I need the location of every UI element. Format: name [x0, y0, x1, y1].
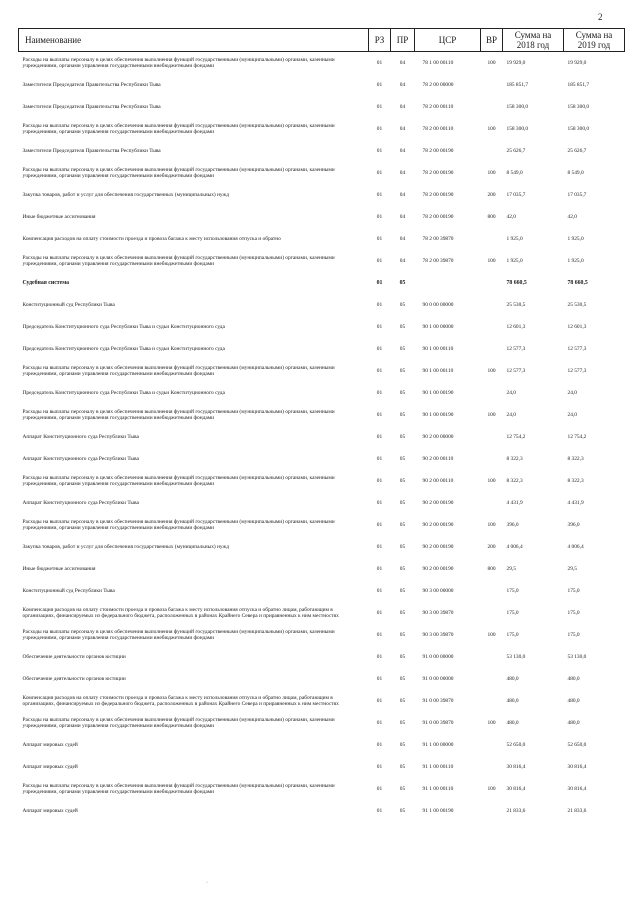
cell-rz: 01 — [376, 103, 383, 110]
cell-pr: 05 — [399, 301, 406, 308]
table-row — [19, 734, 625, 756]
cell-rz: 01 — [376, 81, 383, 88]
cell-name: Заместители Председателя Правительства Республики Тыва — [22, 103, 161, 110]
cell-rz: 01 — [376, 609, 383, 616]
cell-sum-2018: 25 626,7 — [506, 147, 526, 154]
cell-vr: 100 — [487, 719, 496, 726]
cell-sum-2018: 8 322,3 — [506, 477, 523, 484]
cell-sum-2019: 12 754,2 — [567, 433, 587, 440]
cell-vr: 100 — [487, 257, 496, 264]
cell-name: Председатель Конституционного суда Республики Тыва и судьи Конституционного суда — [22, 345, 225, 352]
header-sum-2018: Сумма на 2018 год — [503, 29, 564, 52]
cell-pr: 04 — [399, 235, 406, 242]
cell-csr: 90 2 00 00190 — [422, 521, 454, 528]
cell-sum-2018: 53 130,0 — [506, 653, 526, 660]
cell-name: Иные бюджетные ассигнования — [22, 213, 96, 220]
cell-csr: 91 1 00 00110 — [422, 785, 454, 792]
cell-sum-2019: 480,0 — [567, 675, 580, 682]
cell-pr: 05 — [399, 477, 406, 484]
cell-pr: 04 — [399, 81, 406, 88]
table-body — [19, 52, 625, 823]
cell-pr: 05 — [399, 323, 406, 330]
cell-csr: 91 0 00 39870 — [422, 697, 454, 704]
cell-vr — [481, 690, 503, 712]
cell-sum-2019: 19 929,0 — [567, 59, 587, 66]
cell-sum-2018: 1 925,0 — [506, 257, 523, 264]
cell-pr: 05 — [399, 807, 406, 814]
cell-pr: 04 — [399, 103, 406, 110]
page-number: 2 — [598, 12, 603, 22]
cell-csr: 78 2 00 39870 — [422, 235, 454, 242]
cell-sum-2018: 175,0 — [506, 631, 519, 638]
cell-name: Конституционный суд Республики Тыва — [22, 301, 115, 308]
cell-pr: 04 — [399, 147, 406, 154]
cell-csr: 91 1 00 00190 — [422, 807, 454, 814]
cell-sum-2019: 1 925,0 — [567, 257, 584, 264]
cell-csr: 78 2 00 00110 — [422, 103, 454, 110]
cell-rz: 01 — [376, 147, 383, 154]
cell-csr: 78 2 00 00190 — [422, 213, 454, 220]
cell-sum-2019: 12 577,3 — [567, 345, 587, 352]
cell-vr — [481, 668, 503, 690]
cell-pr: 05 — [399, 741, 406, 748]
table-row — [19, 470, 625, 492]
cell-vr: 800 — [487, 213, 496, 220]
cell-name: Расходы на выплаты персоналу в целях обеспечения выполнения функций государственными (муниципальными) органами, казенными учреждениями, органами управления государственными внебюджетными фондами — [22, 254, 335, 267]
cell-vr — [481, 338, 503, 360]
cell-sum-2018: 25 530,5 — [506, 301, 526, 308]
cell-rz: 01 — [376, 477, 383, 484]
cell-pr: 05 — [399, 411, 406, 418]
cell-rz: 01 — [376, 169, 383, 176]
cell-sum-2018: 29,5 — [506, 565, 516, 572]
cell-sum-2018: 78 660,5 — [506, 279, 527, 286]
cell-rz: 01 — [376, 675, 383, 682]
cell-name: Расходы на выплаты персоналу в целях обеспечения выполнения функций государственными (муниципальными) органами, казенными учреждениями, органами управления государственными внебюджетными фондами — [22, 56, 335, 69]
cell-pr: 05 — [399, 675, 406, 682]
cell-rz: 01 — [376, 235, 383, 242]
cell-name: Аппарат мировых судей — [22, 807, 78, 814]
cell-name: Расходы на выплаты персоналу в целях обеспечения выполнения функций государственными (муниципальными) органами, казенными учреждениями, органами управления государственными внебюджетными фондами — [22, 782, 335, 795]
cell-sum-2018: 396,0 — [506, 521, 519, 528]
cell-vr: 800 — [487, 565, 496, 572]
cell-vr — [481, 734, 503, 756]
cell-csr: 90 1 00 00110 — [422, 345, 454, 352]
cell-sum-2018: 175,0 — [506, 609, 519, 616]
cell-rz: 01 — [376, 433, 383, 440]
cell-vr — [481, 96, 503, 118]
table-row — [19, 404, 625, 426]
cell-rz: 01 — [376, 389, 383, 396]
cell-rz: 01 — [376, 345, 383, 352]
table-row — [19, 118, 625, 140]
cell-name: Расходы на выплаты персоналу в целях обеспечения выполнения функций государственными (муниципальными) органами, казенными учреждениями, органами управления государственными внебюджетными фондами — [22, 166, 335, 179]
table-row — [19, 558, 625, 580]
cell-sum-2018: 8 322,3 — [506, 455, 523, 462]
table-row — [19, 756, 625, 778]
cell-csr: 91 0 00 00000 — [422, 675, 454, 682]
cell-sum-2019: 8 322,3 — [567, 477, 584, 484]
cell-csr: 90 1 00 00190 — [422, 411, 454, 418]
cell-pr: 05 — [399, 455, 406, 462]
cell-csr: 78 1 00 00110 — [422, 59, 454, 66]
table-row — [19, 580, 625, 602]
cell-sum-2018: 52 650,0 — [506, 741, 526, 748]
cell-csr: 90 1 00 00000 — [422, 323, 454, 330]
cell-csr: 78 2 00 00190 — [422, 147, 454, 154]
table-row — [19, 316, 625, 338]
cell-csr: 90 2 00 00110 — [422, 455, 454, 462]
cell-sum-2019: 21 833,6 — [567, 807, 587, 814]
cell-vr: 100 — [487, 59, 496, 66]
header-rz: РЗ — [369, 29, 391, 52]
cell-name: Председатель Конституционного суда Республики Тыва и судьи Конституционного суда — [22, 389, 225, 396]
header-sum-2019: Сумма на 2019 год — [564, 29, 625, 52]
cell-rz: 01 — [376, 411, 383, 418]
cell-sum-2018: 4 431,9 — [506, 499, 523, 506]
cell-pr: 05 — [399, 389, 406, 396]
cell-pr: 05 — [399, 279, 406, 286]
cell-pr: 05 — [399, 697, 406, 704]
cell-vr — [481, 800, 503, 822]
table-row — [19, 690, 625, 712]
cell-pr: 05 — [399, 763, 406, 770]
table-row — [19, 624, 625, 646]
table-row — [19, 448, 625, 470]
cell-csr: 78 2 00 00190 — [422, 169, 454, 176]
cell-csr: 90 2 00 00190 — [422, 499, 454, 506]
table-row — [19, 360, 625, 382]
cell-sum-2018: 4 006,4 — [506, 543, 523, 550]
cell-pr: 04 — [399, 213, 406, 220]
cell-sum-2019: 25 626,7 — [567, 147, 587, 154]
cell-vr: 100 — [487, 521, 496, 528]
table-row — [19, 184, 625, 206]
cell-csr: 90 0 00 00000 — [422, 301, 454, 308]
page-footer-mark: · — [206, 880, 208, 886]
table-row — [19, 162, 625, 184]
cell-rz: 01 — [376, 521, 383, 528]
cell-sum-2018: 21 833,6 — [506, 807, 526, 814]
cell-vr: 100 — [487, 477, 496, 484]
cell-name: Конституционный суд Республики Тыва — [22, 587, 115, 594]
cell-sum-2018: 185 851,7 — [506, 81, 529, 88]
cell-vr: 200 — [487, 543, 496, 550]
cell-csr: 91 0 00 39870 — [422, 719, 454, 726]
cell-sum-2018: 480,0 — [506, 675, 519, 682]
cell-sum-2019: 78 660,5 — [567, 279, 588, 286]
cell-sum-2019: 25 530,5 — [567, 301, 587, 308]
cell-pr: 05 — [399, 543, 406, 550]
cell-sum-2019: 8 549,0 — [567, 169, 584, 176]
cell-vr: 100 — [487, 411, 496, 418]
cell-rz: 01 — [376, 697, 383, 704]
cell-rz: 01 — [376, 125, 383, 132]
cell-csr: 90 3 00 00000 — [422, 587, 454, 594]
cell-name: Судебная система — [22, 279, 70, 286]
table-row — [19, 668, 625, 690]
cell-sum-2018: 30 816,4 — [506, 763, 526, 770]
cell-vr — [481, 316, 503, 338]
cell-sum-2018: 24,0 — [506, 411, 516, 418]
cell-sum-2019: 175,0 — [567, 631, 580, 638]
cell-sum-2019: 42,0 — [567, 213, 577, 220]
cell-pr: 05 — [399, 367, 406, 374]
cell-pr: 05 — [399, 719, 406, 726]
cell-csr: 90 2 00 00190 — [422, 543, 454, 550]
cell-name: Расходы на выплаты персоналу в целях обеспечения выполнения функций государственными (муниципальными) органами, казенными учреждениями, органами управления государственными внебюджетными фондами — [22, 364, 335, 377]
cell-sum-2019: 396,0 — [567, 521, 580, 528]
cell-pr: 05 — [399, 653, 406, 660]
cell-csr: 90 2 00 00190 — [422, 565, 454, 572]
cell-sum-2018: 158 300,0 — [506, 125, 529, 132]
table-row — [19, 338, 625, 360]
cell-name: Заместители Председателя Правительства Республики Тыва — [22, 81, 161, 88]
cell-sum-2019: 8 322,3 — [567, 455, 584, 462]
table-header-row — [19, 29, 625, 52]
cell-sum-2019: 30 816,4 — [567, 763, 587, 770]
header-csr: ЦСР — [415, 29, 481, 52]
cell-pr: 04 — [399, 257, 406, 264]
header-vr: ВР — [481, 29, 503, 52]
cell-sum-2019: 185 851,7 — [567, 81, 590, 88]
cell-name: Компенсация расходов на оплату стоимости проезда и провоза багажа к месту использования отпуска и обратно лицам, работающим в организациях, финансируемых из федерального бюджета, расположенных в районах Крайнего Севера и приравненных к ним местностях — [22, 694, 339, 707]
cell-sum-2018: 42,0 — [506, 213, 516, 220]
cell-vr — [481, 228, 503, 250]
cell-pr: 04 — [399, 59, 406, 66]
cell-rz: 01 — [376, 499, 383, 506]
cell-sum-2018: 12 577,3 — [506, 367, 526, 374]
cell-sum-2018: 12 577,3 — [506, 345, 526, 352]
table-row — [19, 228, 625, 250]
cell-name: Расходы на выплаты персоналу в целях обеспечения выполнения функций государственными (муниципальными) органами, казенными учреждениями, органами управления государственными внебюджетными фондами — [22, 408, 335, 421]
cell-vr — [481, 382, 503, 404]
cell-pr: 04 — [399, 169, 406, 176]
table-row — [19, 206, 625, 228]
cell-csr — [415, 272, 481, 294]
cell-sum-2019: 4 006,4 — [567, 543, 584, 550]
budget-table — [18, 28, 625, 822]
cell-vr — [481, 448, 503, 470]
cell-name: Расходы на выплаты персоналу в целях обеспечения выполнения функций государственными (муниципальными) органами, казенными учреждениями, органами управления государственными внебюджетными фондами — [22, 716, 335, 729]
cell-name: Заместители Председателя Правительства Республики Тыва — [22, 147, 161, 154]
cell-sum-2018: 30 816,4 — [506, 785, 526, 792]
cell-pr: 05 — [399, 499, 406, 506]
cell-sum-2018: 175,0 — [506, 587, 519, 594]
table-row — [19, 250, 625, 272]
cell-sum-2019: 12 577,3 — [567, 367, 587, 374]
table-row — [19, 96, 625, 118]
cell-vr — [481, 294, 503, 316]
cell-pr: 04 — [399, 125, 406, 132]
cell-rz: 01 — [376, 763, 383, 770]
cell-csr: 90 1 00 00110 — [422, 367, 454, 374]
cell-pr: 05 — [399, 631, 406, 638]
cell-name: Расходы на выплаты персоналу в целях обеспечения выполнения функций государственными (муниципальными) органами, казенными учреждениями, органами управления государственными внебюджетными фондами — [22, 474, 335, 487]
cell-sum-2018: 8 549,0 — [506, 169, 523, 176]
table-row — [19, 74, 625, 96]
cell-csr: 90 2 00 00000 — [422, 433, 454, 440]
table-row — [19, 602, 625, 624]
cell-pr: 05 — [399, 521, 406, 528]
cell-pr: 05 — [399, 345, 406, 352]
table-row — [19, 800, 625, 822]
cell-sum-2019: 29,5 — [567, 565, 577, 572]
cell-sum-2019: 175,0 — [567, 587, 580, 594]
cell-name: Аппарат мировых судей — [22, 763, 78, 770]
cell-name: Аппарат Конституционного суда Республики Тыва — [22, 433, 139, 440]
cell-name: Компенсация расходов на оплату стоимости проезда и провоза багажа к месту использования отпуска и обратно лицам, работающим в организациях, финансируемых из федерального бюджета, расположенных в районах Крайнего Севера и приравненных к ним местностях — [22, 606, 339, 619]
cell-rz: 01 — [376, 565, 383, 572]
cell-name: Аппарат Конституционного суда Республики Тыва — [22, 455, 139, 462]
cell-sum-2018: 12 754,2 — [506, 433, 526, 440]
cell-rz: 01 — [376, 653, 383, 660]
cell-sum-2019: 53 130,0 — [567, 653, 587, 660]
cell-pr: 05 — [399, 609, 406, 616]
cell-vr — [481, 272, 503, 294]
cell-rz: 01 — [376, 323, 383, 330]
cell-pr: 04 — [399, 191, 406, 198]
cell-rz: 01 — [376, 279, 383, 286]
cell-pr: 05 — [399, 565, 406, 572]
cell-vr — [481, 492, 503, 514]
cell-csr: 91 0 00 00000 — [422, 653, 454, 660]
cell-csr: 78 2 00 00190 — [422, 191, 454, 198]
cell-sum-2019: 158 300,0 — [567, 125, 590, 132]
table-row — [19, 294, 625, 316]
cell-csr: 90 3 00 39870 — [422, 631, 454, 638]
cell-rz: 01 — [376, 741, 383, 748]
cell-sum-2019: 17 035,7 — [567, 191, 587, 198]
cell-sum-2019: 30 816,4 — [567, 785, 587, 792]
cell-vr — [481, 756, 503, 778]
cell-csr: 90 3 00 39870 — [422, 609, 454, 616]
cell-rz: 01 — [376, 785, 383, 792]
table-row — [19, 492, 625, 514]
cell-name: Закупка товаров, работ и услуг для обеспечения государственных (муниципальных) нужд — [22, 543, 230, 550]
cell-rz: 01 — [376, 631, 383, 638]
cell-csr: 90 2 00 00110 — [422, 477, 454, 484]
cell-rz: 01 — [376, 455, 383, 462]
cell-sum-2019: 4 431,9 — [567, 499, 584, 506]
cell-vr: 100 — [487, 125, 496, 132]
cell-vr — [481, 140, 503, 162]
header-pr: ПР — [391, 29, 415, 52]
cell-sum-2019: 24,0 — [567, 389, 577, 396]
table-row — [19, 426, 625, 448]
cell-sum-2018: 1 925,0 — [506, 235, 523, 242]
table-row — [19, 514, 625, 536]
cell-pr: 05 — [399, 587, 406, 594]
cell-sum-2018: 12 601,3 — [506, 323, 526, 330]
cell-sum-2019: 52 650,0 — [567, 741, 587, 748]
cell-name: Компенсация расходов на оплату стоимости проезда и провоза багажа к месту использования отпуска и обратно — [22, 235, 281, 242]
cell-name: Иные бюджетные ассигнования — [22, 565, 96, 572]
cell-name: Обеспечение деятельности органов юстиции — [22, 653, 126, 660]
cell-sum-2019: 175,0 — [567, 609, 580, 616]
cell-pr: 05 — [399, 433, 406, 440]
cell-vr: 100 — [487, 367, 496, 374]
cell-csr: 78 2 00 00000 — [422, 81, 454, 88]
cell-rz: 01 — [376, 301, 383, 308]
cell-rz: 01 — [376, 257, 383, 264]
cell-sum-2018: 480,0 — [506, 719, 519, 726]
cell-sum-2019: 480,0 — [567, 697, 580, 704]
cell-name: Обеспечение деятельности органов юстиции — [22, 675, 126, 682]
cell-sum-2018: 158 300,0 — [506, 103, 529, 110]
cell-csr: 90 1 00 00190 — [422, 389, 454, 396]
cell-rz: 01 — [376, 587, 383, 594]
cell-name: Председатель Конституционного суда Республики Тыва и судьи Конституционного суда — [22, 323, 225, 330]
table-row — [19, 382, 625, 404]
cell-pr: 05 — [399, 785, 406, 792]
table-row — [19, 272, 625, 294]
cell-rz: 01 — [376, 807, 383, 814]
cell-vr: 100 — [487, 169, 496, 176]
cell-name: Расходы на выплаты персоналу в целях обеспечения выполнения функций государственными (муниципальными) органами, казенными учреждениями, органами управления государственными внебюджетными фондами — [22, 122, 335, 135]
cell-csr: 91 1 00 00110 — [422, 763, 454, 770]
cell-name: Аппарат мировых судей — [22, 741, 78, 748]
cell-name: Закупка товаров, работ и услуг для обеспечения государственных (муниципальных) нужд — [22, 191, 230, 198]
table-row — [19, 52, 625, 75]
cell-name: Расходы на выплаты персоналу в целях обеспечения выполнения функций государственными (муниципальными) органами, казенными учреждениями, органами управления государственными внебюджетными фондами — [22, 518, 335, 531]
cell-sum-2018: 480,0 — [506, 697, 519, 704]
cell-sum-2018: 19 929,0 — [506, 59, 526, 66]
cell-name: Расходы на выплаты персоналу в целях обеспечения выполнения функций государственными (муниципальными) органами, казенными учреждениями, органами управления государственными внебюджетными фондами — [22, 628, 335, 641]
cell-name: Аппарат Конституционного суда Республики Тыва — [22, 499, 139, 506]
cell-rz: 01 — [376, 59, 383, 66]
cell-sum-2019: 24,0 — [567, 411, 577, 418]
table-row — [19, 140, 625, 162]
header-name: Наименование — [19, 29, 369, 52]
cell-rz: 01 — [376, 191, 383, 198]
cell-csr: 78 2 00 00110 — [422, 125, 454, 132]
cell-vr: 200 — [487, 191, 496, 198]
cell-vr — [481, 602, 503, 624]
cell-rz: 01 — [376, 543, 383, 550]
cell-sum-2019: 1 925,0 — [567, 235, 584, 242]
cell-sum-2019: 12 601,3 — [567, 323, 587, 330]
table-row — [19, 646, 625, 668]
cell-vr — [481, 74, 503, 96]
table-row — [19, 536, 625, 558]
cell-sum-2019: 158 300,0 — [567, 103, 590, 110]
cell-sum-2018: 17 035,7 — [506, 191, 526, 198]
cell-rz: 01 — [376, 367, 383, 374]
cell-vr: 100 — [487, 631, 496, 638]
table-row — [19, 778, 625, 800]
cell-vr: 100 — [487, 785, 496, 792]
cell-rz: 01 — [376, 213, 383, 220]
cell-vr — [481, 580, 503, 602]
cell-csr: 78 2 00 39870 — [422, 257, 454, 264]
cell-sum-2018: 24,0 — [506, 389, 516, 396]
cell-vr — [481, 646, 503, 668]
cell-sum-2019: 480,0 — [567, 719, 580, 726]
cell-vr — [481, 426, 503, 448]
table-row — [19, 712, 625, 734]
cell-csr: 91 1 00 00000 — [422, 741, 454, 748]
cell-rz: 01 — [376, 719, 383, 726]
